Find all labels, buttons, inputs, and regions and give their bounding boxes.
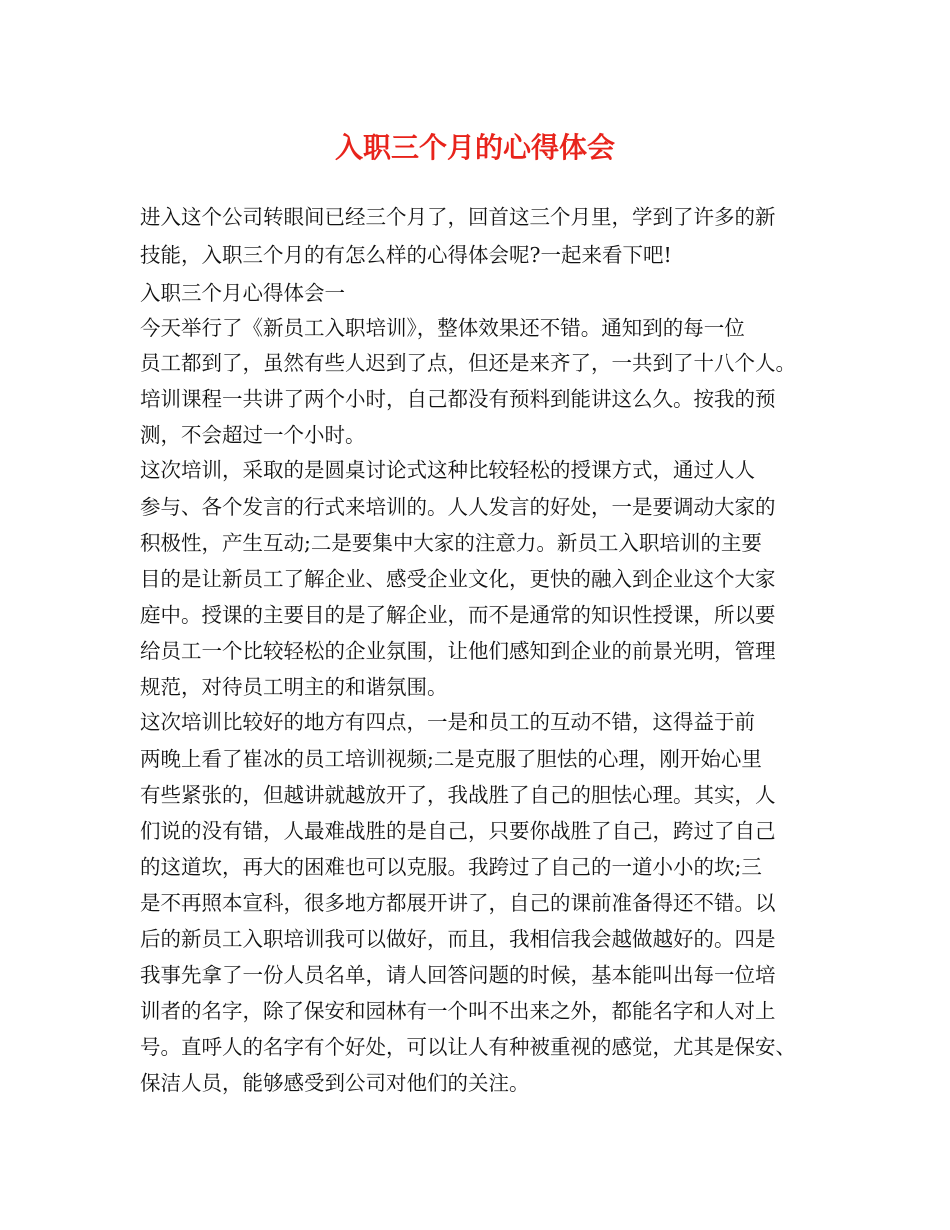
body-line: 我事先拿了一份人员名单，请人回答问题的时候，基本能叫出每一位培 [140,963,776,987]
body-line: 测，不会超过一个小时。 [140,423,366,447]
body-line: 这次培训，采取的是圆桌讨论式这种比较轻松的授课方式，通过人人 [140,458,755,482]
body-line: 规范，对待员工明主的和谐氛围。 [140,675,448,699]
body-line: 保洁人员，能够感受到公司对他们的关注。 [140,1071,530,1095]
body-line: 训者的名字，除了保安和园林有一个叫不出来之外，都能名字和人对上 [140,999,776,1023]
body-line: 进入这个公司转眼间已经三个月了，回首这三个月里，学到了许多的新 [140,205,776,229]
body-line: 号。直呼人的名字有个好处，可以让人有种被重视的感觉，尤其是保安、 [140,1035,796,1059]
body-line: 给员工一个比较轻松的企业氛围，让他们感知到企业的前景光明，管理 [140,639,776,663]
body-line: 们说的没有错，人最难战胜的是自己，只要你战胜了自己，跨过了自己 [140,819,776,843]
body-line: 参与、各个发言的行式来培训的。人人发言的好处，一是要调动大家的 [140,495,776,519]
section-heading: 入职三个月心得体会一 [140,281,345,305]
body-line: 的这道坎，再大的困难也可以克服。我跨过了自己的一道小小的坎;三 [140,855,762,879]
body-line: 是不再照本宣科，很多地方都展开讲了，自己的课前准备得还不错。以 [140,891,776,915]
body-line: 技能，入职三个月的有怎么样的心得体会呢?一起来看下吧! [140,243,672,267]
body-line: 这次培训比较好的地方有四点，一是和员工的互动不错，这得益于前 [140,710,755,734]
document-title: 入职三个月的心得体会 [334,131,615,164]
body-line: 有些紧张的，但越讲就越放开了，我战胜了自己的胆怯心理。其实，人 [140,783,776,807]
body-line: 两晚上看了崔冰的员工培训视频;二是克服了胆怯的心理，刚开始心里 [140,747,762,771]
body-line: 后的新员工入职培训我可以做好，而且，我相信我会越做越好的。四是 [140,927,776,951]
body-line: 员工都到了，虽然有些人迟到了点，但还是来齐了，一共到了十八个人。 [140,351,796,375]
body-line: 目的是让新员工了解企业、感受企业文化，更快的融入到企业这个大家 [140,567,776,591]
body-line: 庭中。授课的主要目的是了解企业，而不是通常的知识性授课，所以要 [140,603,776,627]
body-line: 培训课程一共讲了两个小时，自己都没有预料到能讲这么久。按我的预 [140,387,776,411]
body-line: 积极性，产生互动;二是要集中大家的注意力。新员工入职培训的主要 [140,531,762,555]
body-line: 今天举行了《新员工入职培训》，整体效果还不错。通知到的每一位 [140,316,745,340]
